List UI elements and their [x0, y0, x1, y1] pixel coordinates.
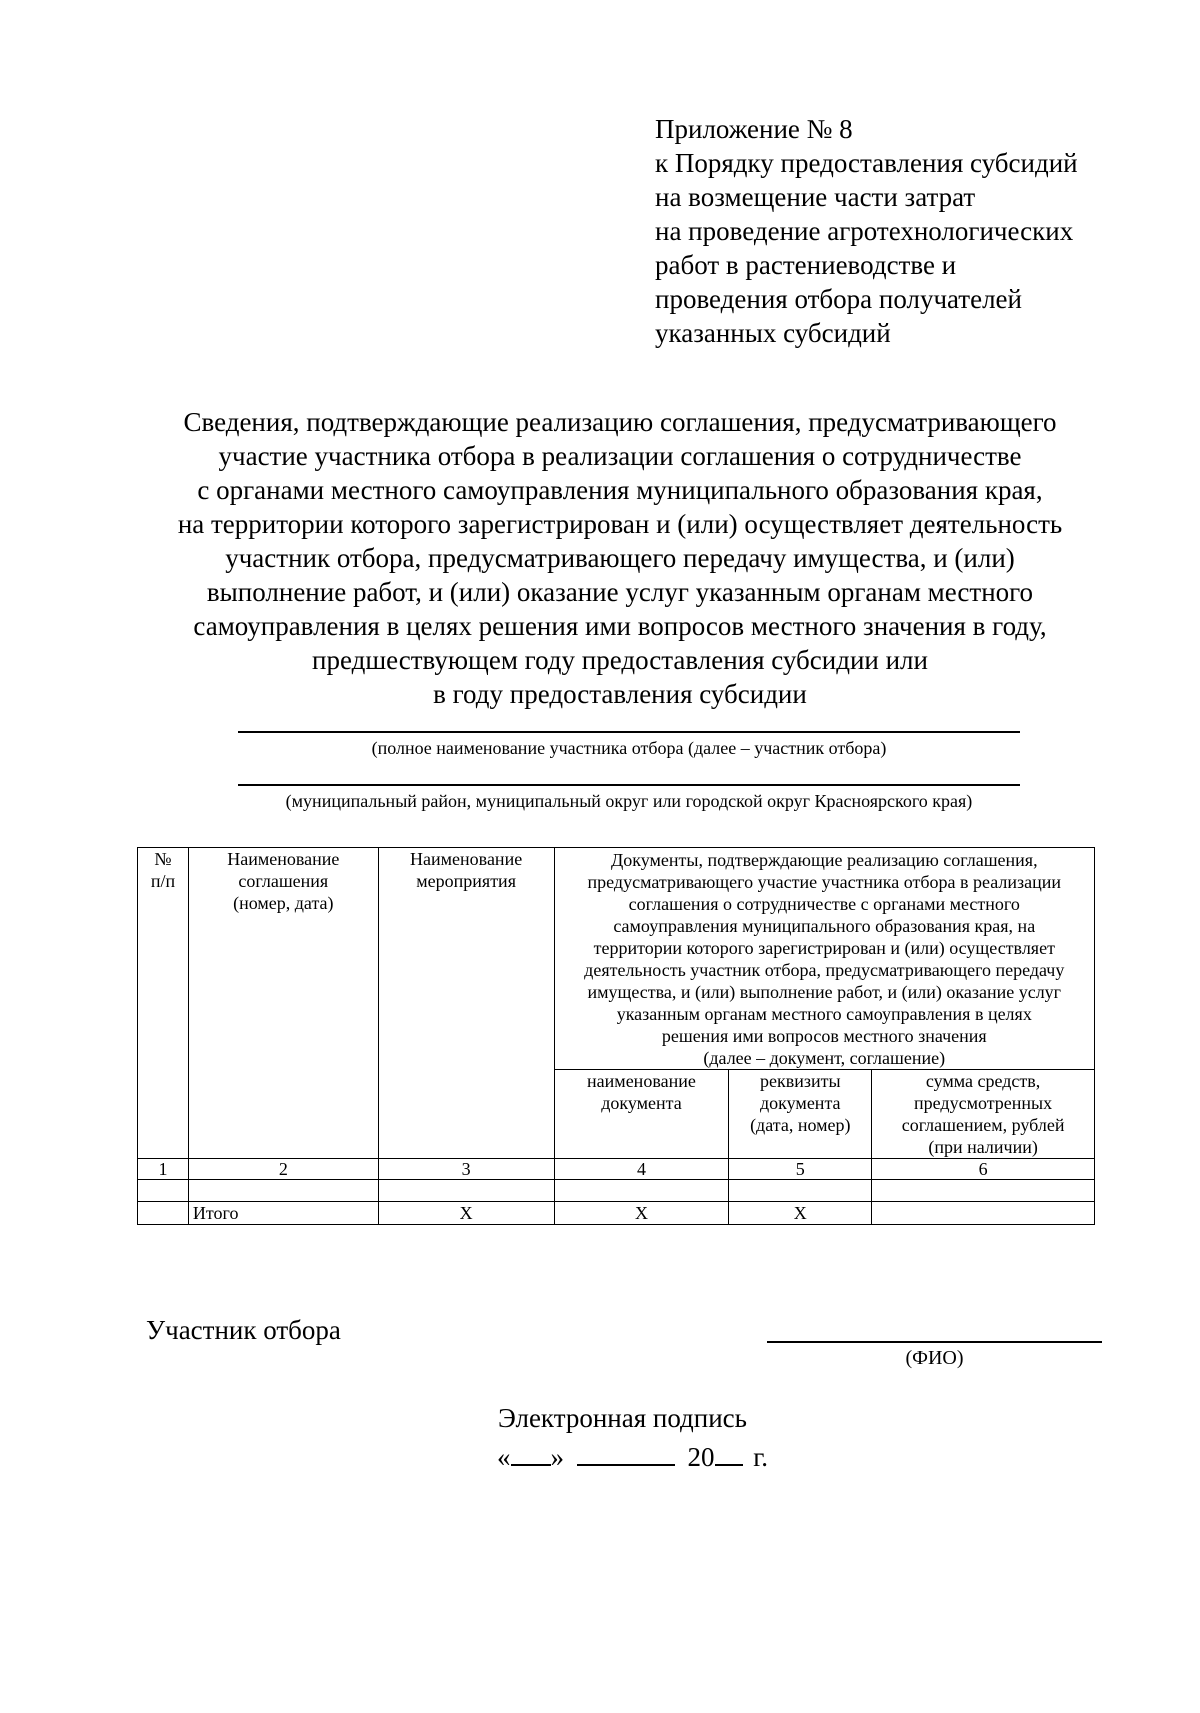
subheader-doc-name: наименование документа [554, 1070, 729, 1159]
day-blank[interactable] [511, 1440, 551, 1466]
report-table [137, 847, 1095, 1225]
total-mark: Х [729, 1202, 872, 1225]
title-line: участие участника отбора в реализации соглашения о сотрудничестве [218, 441, 1022, 471]
total-mark: Х [554, 1202, 729, 1225]
number-cell: 3 [378, 1159, 554, 1180]
participant-name-caption: (полное наименование участника отбора (далее – участник отбора) [371, 738, 887, 758]
subheader-doc-details: реквизиты документа (дата, номер) [729, 1070, 872, 1159]
table-cell[interactable] [378, 1180, 554, 1202]
number-cell: 2 [188, 1159, 378, 1180]
title-line: выполнение работ, и (или) оказание услуг указанным органам местного [206, 577, 1034, 607]
table-cell[interactable] [188, 1180, 378, 1202]
number-cell: 4 [554, 1159, 729, 1180]
electronic-signature-label: Электронная подпись [498, 1403, 747, 1433]
table-header-row [138, 848, 1095, 1070]
participant-name-field [238, 731, 1020, 759]
date-close-quote: » [550, 1442, 564, 1472]
table-cell[interactable] [554, 1180, 729, 1202]
table-cell[interactable] [138, 1180, 189, 1202]
month-blank[interactable] [577, 1440, 675, 1466]
table-row [138, 1180, 1095, 1202]
title-line: в году предоставления субсидии [433, 679, 807, 709]
year-prefix: 20 [687, 1442, 715, 1472]
appendix-line: проведения отбора получателей [655, 284, 1022, 314]
district-line [238, 784, 1020, 786]
appendix-line: Приложение № 8 [655, 114, 853, 144]
number-cell: 6 [872, 1159, 1095, 1180]
number-cell: 1 [138, 1159, 189, 1180]
header-documents: Документы, подтверждающие реализацию соглашения, предусматривающего участие участника отбора в реализации соглашения о сотрудничестве с органами местного самоуправления муниципального образования края, на территории которого зарегистрирован и (или) осуществляет деятельность участник отбора, предусматривающего передачу имущества, и (или) выполнение работ, и (или) оказание услуг указанным органам местного самоуправления в целях решения ими вопросов местного значения (далее – документ, соглашение) [554, 848, 1094, 1070]
date-line [497, 1440, 768, 1473]
title-line: участник отбора, предусматривающего передачу имущества, и (или) [225, 543, 1015, 573]
appendix-header [655, 112, 1078, 350]
year-suffix: г. [753, 1442, 769, 1472]
header-num: № п/п [138, 848, 189, 1159]
date-open-quote: « [497, 1442, 511, 1472]
total-label: Итого [188, 1202, 378, 1225]
participant-name-line [238, 731, 1020, 733]
total-mark: Х [378, 1202, 554, 1225]
table-cell[interactable] [729, 1180, 872, 1202]
district-caption: (муниципальный район, муниципальный округ или городской округ Красноярского края) [285, 791, 973, 811]
year-blank[interactable] [715, 1440, 743, 1466]
title-line: Сведения, подтверждающие реализацию соглашения, предусматривающего [183, 407, 1057, 437]
title-line: самоуправления в целях решения ими вопросов местного значения в году, [193, 611, 1047, 641]
header-event: Наименование мероприятия [378, 848, 554, 1159]
fio-line [767, 1341, 1102, 1343]
appendix-line: к Порядку предоставления субсидий [655, 148, 1078, 178]
title-line: на территории которого зарегистрирован и (или) осуществляет деятельность [177, 509, 1063, 539]
appendix-line: указанных субсидий [655, 318, 891, 348]
appendix-line: работ в растениеводстве и [655, 250, 957, 280]
subheader-amount: сумма средств, предусмотренных соглашением, рублей (при наличии) [872, 1070, 1095, 1159]
number-cell: 5 [729, 1159, 872, 1180]
table-cell[interactable] [872, 1180, 1095, 1202]
total-amount-cell[interactable] [872, 1202, 1095, 1225]
table-total-row [138, 1202, 1095, 1225]
district-field [238, 784, 1020, 812]
participant-signature-label: Участник отбора [146, 1315, 341, 1345]
title-line: предшествующем году предоставления субсидии или [312, 645, 928, 675]
appendix-line: на возмещение части затрат [655, 182, 976, 212]
fio-caption: (ФИО) [905, 1347, 964, 1369]
header-agreement: Наименование соглашения (номер, дата) [188, 848, 378, 1159]
document-title [140, 405, 1100, 711]
appendix-line: на проведение агротехнологических [655, 216, 1074, 246]
fio-field [767, 1341, 1102, 1370]
table-number-row [138, 1159, 1095, 1180]
title-line: с органами местного самоуправления муниципального образования края, [197, 475, 1043, 505]
total-num-cell [138, 1202, 189, 1225]
